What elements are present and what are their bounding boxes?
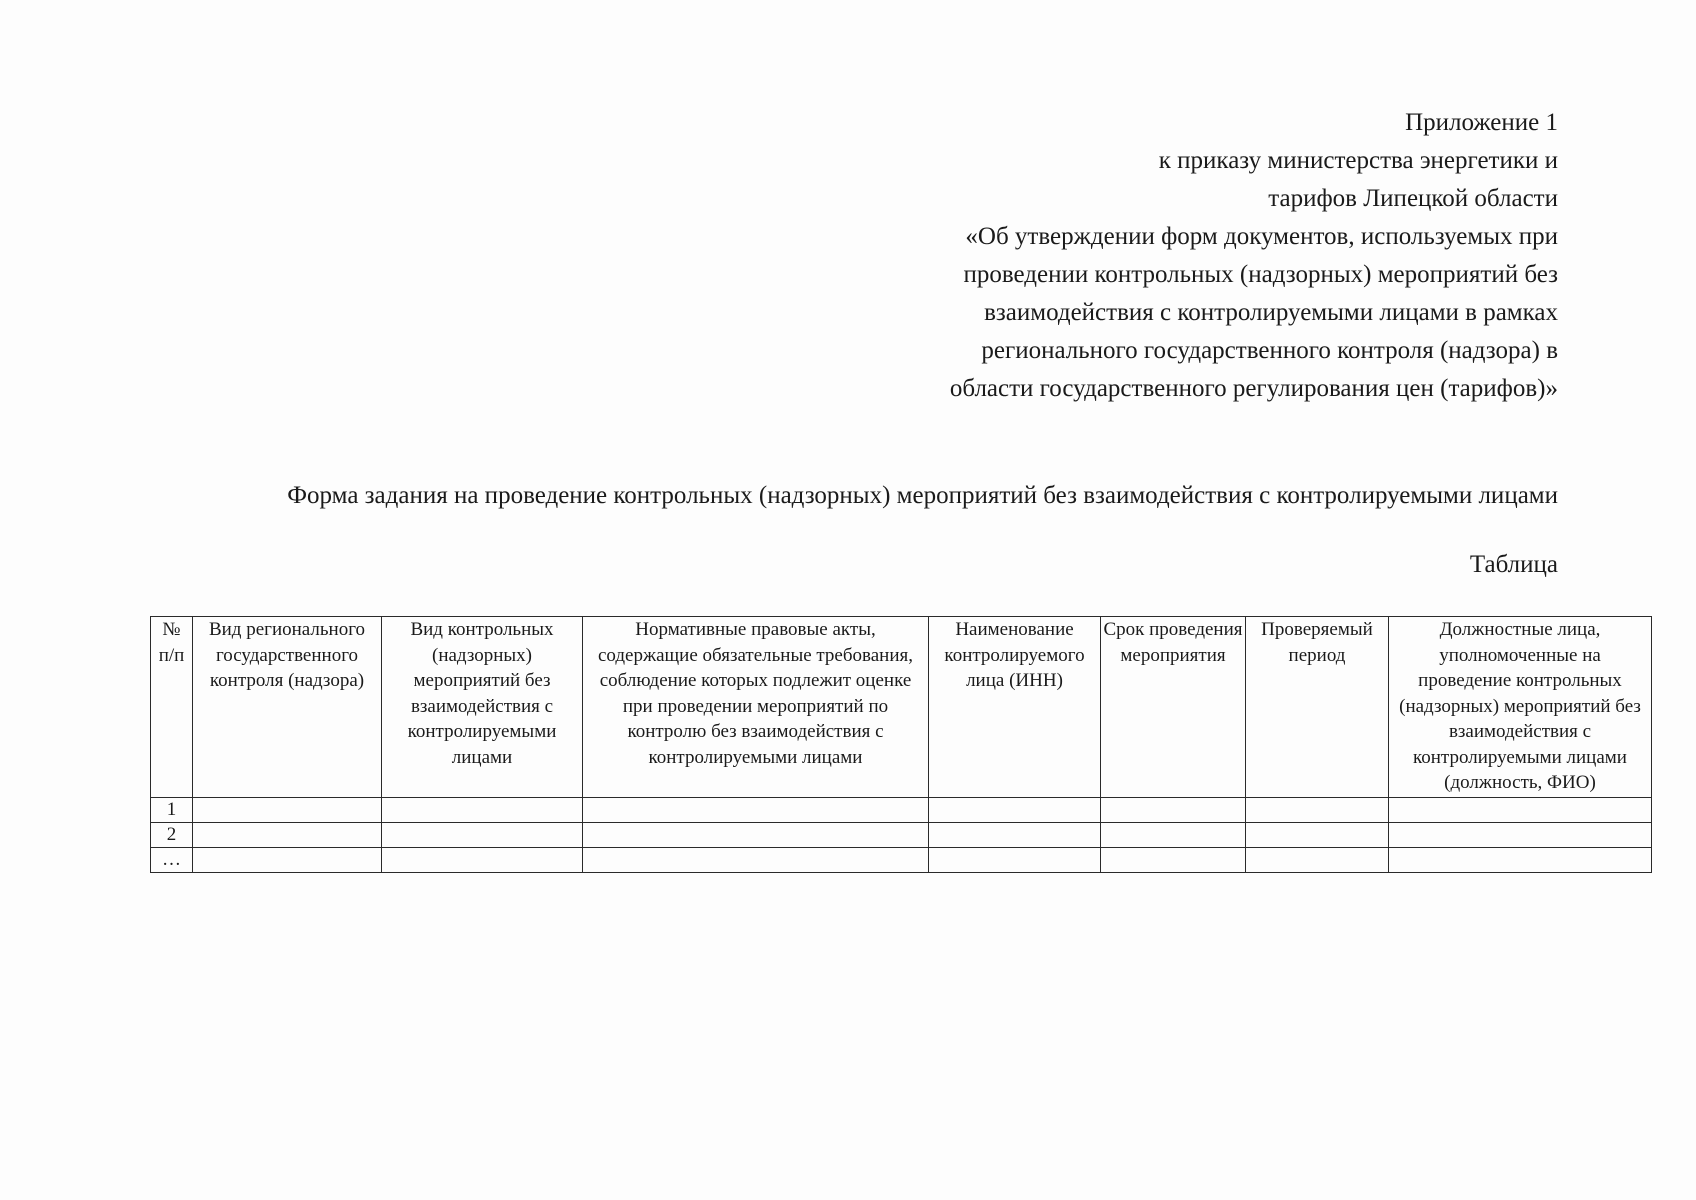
table-cell [382, 848, 583, 873]
table-cell [1246, 823, 1389, 848]
annex-line: регионального государственного контроля (надзора) в [981, 337, 1558, 364]
header-cell-legal-acts: Нормативные правовые акты, содержащие обязательные требования, соблюдение которых подлежит оценке при проведении мероприятий по контролю без взаимодействия с контролируемыми лицами [583, 617, 929, 798]
header-cell-controlled-entity: Наименование контролируемого лица (ИНН) [929, 617, 1101, 798]
form-title: Форма задания на проведение контрольных (надзорных) мероприятий без взаимодействия с контролируемыми лицами [287, 482, 1558, 509]
table-cell [929, 848, 1101, 873]
header-cell-measure-type: Вид контрольных (надзорных) мероприятий без взаимодействия с контролируемыми лицами [382, 617, 583, 798]
table-cell [929, 823, 1101, 848]
table-cell [1101, 823, 1246, 848]
table-cell [1101, 848, 1246, 873]
table-cell [193, 848, 382, 873]
header-cell-deadline: Срок проведения мероприятия [1101, 617, 1246, 798]
row-number-cell: 1 [151, 798, 193, 823]
annex-header [738, 104, 1558, 408]
table-caption: Таблица [1469, 551, 1558, 578]
header-cell-period: Проверяемый период [1246, 617, 1389, 798]
table-header-row [151, 617, 1652, 798]
annex-line: взаимодействия с контролируемыми лицами в рамках [984, 299, 1558, 326]
row-number-cell: … [151, 848, 193, 873]
annex-line: тарифов Липецкой области [1268, 185, 1558, 212]
table-cell [382, 798, 583, 823]
table-cell [1389, 798, 1652, 823]
annex-line: «Об утверждении форм документов, используемых при [965, 223, 1558, 250]
table-cell [583, 823, 929, 848]
table-cell [1101, 798, 1246, 823]
table-cell [929, 798, 1101, 823]
table-cell [1389, 823, 1652, 848]
table-cell [583, 848, 929, 873]
table-cell [1389, 848, 1652, 873]
row-number-cell: 2 [151, 823, 193, 848]
table-row [151, 823, 1652, 848]
header-cell-officials: Должностные лица, уполномоченные на проведение контрольных (надзорных) мероприятий без взаимодействия с контролируемыми лицами (должность, ФИО) [1389, 617, 1652, 798]
table-row [151, 848, 1652, 873]
table-cell [1246, 798, 1389, 823]
annex-line: проведении контрольных (надзорных) мероприятий без [963, 261, 1558, 288]
assignment-table [150, 616, 1652, 873]
annex-line: Приложение 1 [1405, 109, 1558, 136]
table-row [151, 798, 1652, 823]
table-cell [193, 823, 382, 848]
table-cell [382, 823, 583, 848]
table-cell [583, 798, 929, 823]
annex-line: к приказу министерства энергетики и [1158, 147, 1558, 174]
table-cell [193, 798, 382, 823]
table-cell [1246, 848, 1389, 873]
header-cell-control-type: Вид регионального государственного контроля (надзора) [193, 617, 382, 798]
annex-line: области государственного регулирования цен (тарифов)» [949, 375, 1558, 402]
header-cell-number: № п/п [151, 617, 193, 798]
